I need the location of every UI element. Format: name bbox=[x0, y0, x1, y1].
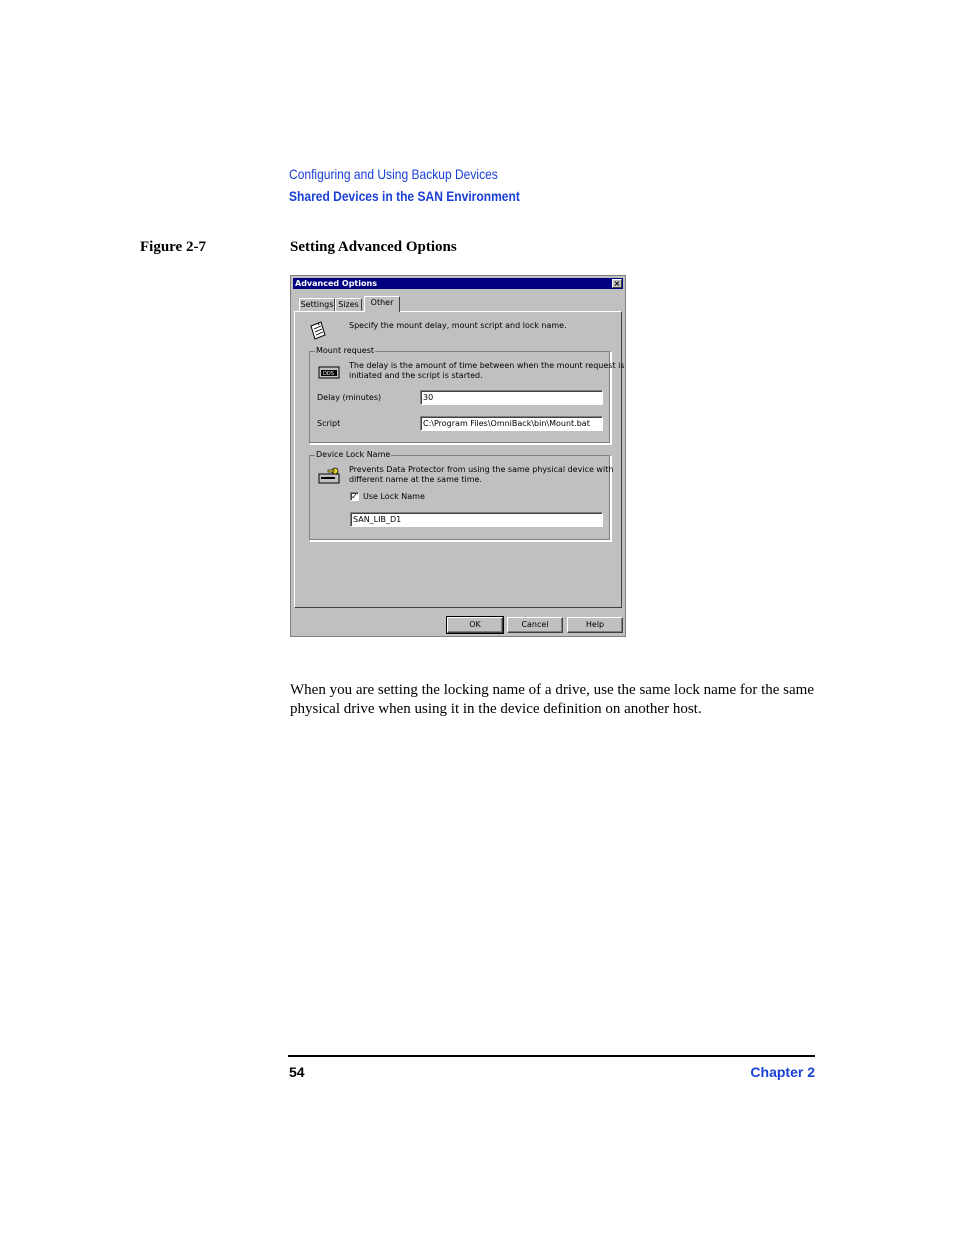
body-paragraph: When you are setting the locking name of a drive, use the same lock name for the same physical drive when using it in the device definition on another host. bbox=[290, 682, 814, 717]
locked-device-icon bbox=[318, 467, 342, 485]
running-header-subsection: Shared Devices in the SAN Environment bbox=[289, 188, 520, 204]
tab-panel-other bbox=[294, 311, 625, 608]
mount-request-group bbox=[309, 346, 625, 444]
use-lock-name-checkbox[interactable] bbox=[350, 492, 359, 501]
tab-sizes[interactable] bbox=[335, 298, 362, 311]
tab-sizes-label: Sizes bbox=[338, 300, 359, 309]
footer-rule bbox=[288, 1055, 815, 1057]
figure-title: Setting Advanced Options bbox=[290, 239, 457, 255]
script-label: Script bbox=[317, 419, 341, 428]
delay-input[interactable]: 30 bbox=[420, 390, 603, 405]
lock-name-input[interactable]: SAN_LIB_D1 bbox=[350, 512, 603, 527]
ok-button[interactable]: OK bbox=[447, 617, 503, 633]
notepad-icon bbox=[309, 321, 327, 341]
running-header-section: Configuring and Using Backup Devices bbox=[289, 166, 498, 182]
device-lock-name-label: Device Lock Name bbox=[316, 450, 391, 459]
advanced-options-dialog bbox=[290, 275, 626, 637]
help-button[interactable]: Help bbox=[567, 617, 623, 633]
page-number: 54 bbox=[289, 1064, 305, 1080]
tab-settings-label: Settings bbox=[300, 300, 334, 309]
cancel-button[interactable]: Cancel bbox=[507, 617, 563, 633]
device-lock-name-group bbox=[309, 450, 614, 541]
intro-text: Specify the mount delay, mount script and lock name. bbox=[349, 321, 567, 330]
tab-other-label: Other bbox=[370, 298, 394, 307]
tab-other[interactable] bbox=[364, 296, 400, 312]
dialog-title: Advanced Options bbox=[295, 279, 377, 288]
device-lock-description-line2: different name at the same time. bbox=[349, 475, 482, 484]
close-button[interactable] bbox=[612, 279, 622, 288]
use-lock-name-label: Use Lock Name bbox=[363, 492, 425, 501]
mount-request-description-line1: The delay is the amount of time between when the mount request is bbox=[349, 361, 625, 370]
chapter-label: Chapter 2 bbox=[750, 1064, 815, 1080]
figure-label: Figure 2-7 bbox=[140, 239, 206, 255]
checkmark-icon: ✓ bbox=[351, 492, 358, 501]
mount-request-label: Mount request bbox=[316, 346, 375, 355]
close-icon: × bbox=[613, 279, 621, 288]
delay-label: Delay (minutes) bbox=[317, 393, 382, 402]
dialog-title-bar bbox=[293, 278, 623, 289]
svg-text:DDS: DDS bbox=[323, 371, 334, 377]
mount-request-description-line2: initiated and the script is started. bbox=[349, 371, 483, 380]
tape-drive-icon bbox=[318, 364, 340, 380]
tab-settings[interactable] bbox=[299, 298, 335, 311]
script-input[interactable]: C:\Program Files\OmniBack\bin\Mount.bat bbox=[420, 416, 603, 431]
device-lock-description-line1: Prevents Data Protector from using the same physical device with bbox=[349, 465, 614, 474]
